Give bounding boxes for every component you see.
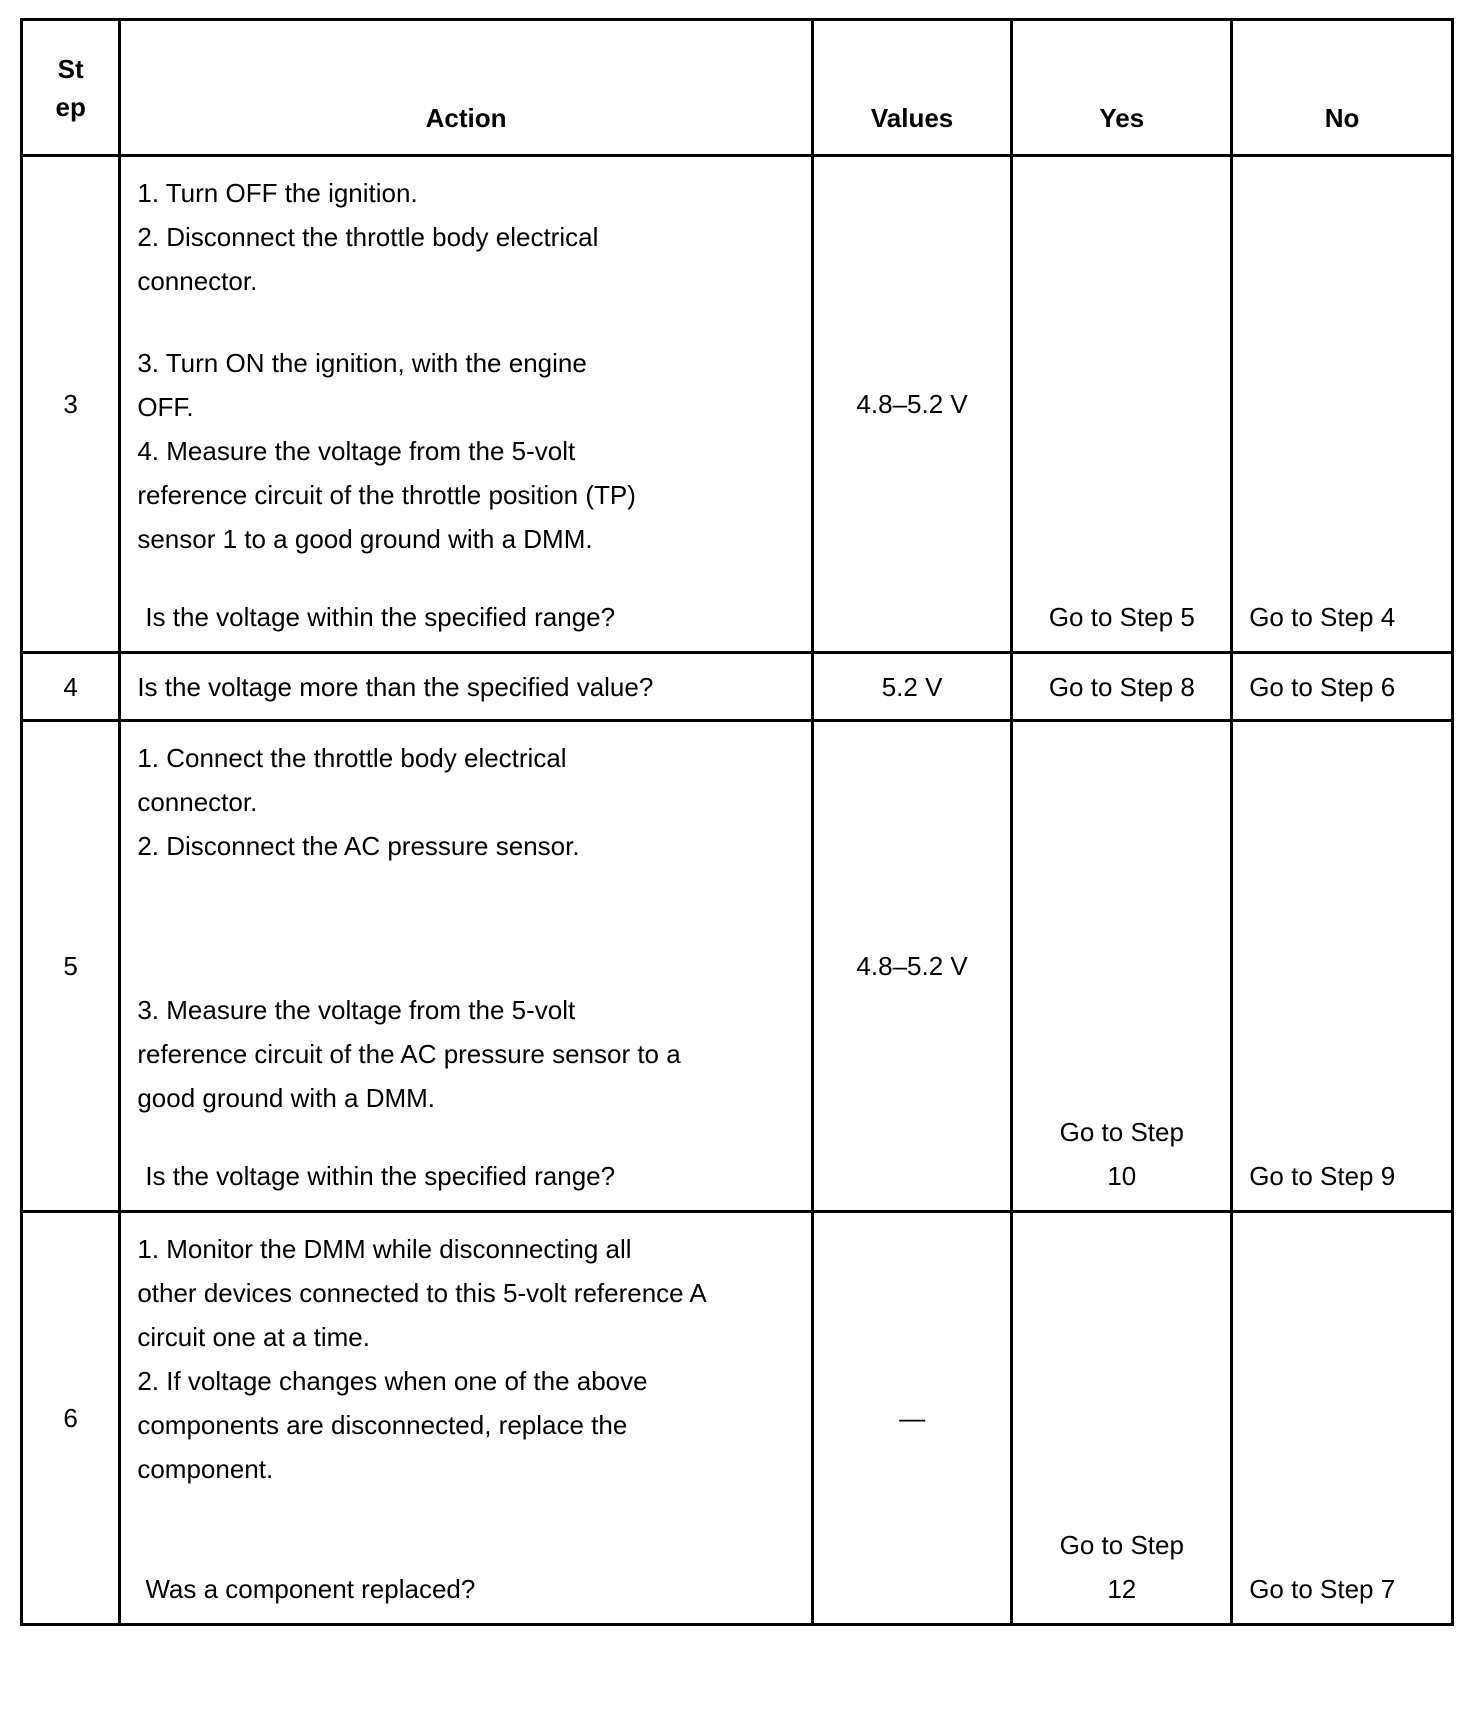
action-line: 2. If voltage changes when one of the above (137, 1366, 648, 1396)
yes-line: 10 (1107, 1161, 1137, 1191)
yes-cell: Go to Step 5 (1012, 156, 1232, 653)
action-cell (120, 721, 812, 1212)
no-cell: Go to Step 7 (1232, 1212, 1453, 1625)
yes-line: 12 (1107, 1574, 1137, 1604)
value-cell: — (812, 1212, 1012, 1625)
header-step-line1: St (57, 53, 84, 84)
action-line: 2. Disconnect the throttle body electrical (137, 222, 599, 252)
action-line: sensor 1 to a good ground with a DMM. (137, 524, 593, 554)
action-line: reference circuit of the throttle position (TP) (137, 480, 636, 510)
action-line: components are disconnected, replace the (137, 1410, 628, 1440)
action-line: connector. (137, 266, 258, 296)
header-step-line2: ep (55, 91, 86, 122)
header-no: No (1232, 20, 1453, 156)
no-cell: Go to Step 9 (1232, 721, 1453, 1212)
table-row (22, 156, 1453, 653)
value-cell: 5.2 V (812, 653, 1012, 721)
step-number: 5 (22, 721, 120, 1212)
header-row (22, 20, 1453, 156)
step-number: 3 (22, 156, 120, 653)
no-cell: Go to Step 4 (1232, 156, 1453, 653)
table-row (22, 721, 1453, 1212)
step-number: 6 (22, 1212, 120, 1625)
action-line: 1. Monitor the DMM while disconnecting all (137, 1234, 632, 1264)
action-line: 2. Disconnect the AC pressure sensor. (137, 831, 580, 861)
action-cell (120, 1212, 812, 1625)
action-line: 3. Measure the voltage from the 5-volt (137, 995, 576, 1025)
action-question: Is the voltage within the specified range? (145, 1161, 616, 1191)
action-line: good ground with a DMM. (137, 1083, 436, 1113)
action-line: 1. Connect the throttle body electrical (137, 743, 567, 773)
action-question: Is the voltage more than the specified value? (120, 653, 812, 721)
table-row (22, 653, 1453, 721)
table-row (22, 1212, 1453, 1625)
action-line: connector. (137, 787, 258, 817)
header-step (22, 20, 120, 156)
action-line: component. (137, 1454, 274, 1484)
yes-cell (1012, 721, 1232, 1212)
step-number: 4 (22, 653, 120, 721)
value-cell: 4.8–5.2 V (812, 156, 1012, 653)
action-line: other devices connected to this 5-volt reference A (137, 1278, 707, 1308)
diagnostic-table (20, 18, 1454, 1626)
yes-line: Go to Step (1059, 1530, 1184, 1560)
action-line: 4. Measure the voltage from the 5-volt (137, 436, 576, 466)
action-line: 3. Turn ON the ignition, with the engine (137, 348, 587, 378)
yes-cell (1012, 1212, 1232, 1625)
action-question: Is the voltage within the specified range? (145, 602, 616, 632)
action-line: 1. Turn OFF the ignition. (137, 178, 418, 208)
action-line: OFF. (137, 392, 194, 422)
action-cell (120, 156, 812, 653)
header-values: Values (812, 20, 1012, 156)
no-cell: Go to Step 6 (1232, 653, 1453, 721)
yes-line: Go to Step (1059, 1117, 1184, 1147)
action-line: circuit one at a time. (137, 1322, 370, 1352)
value-cell: 4.8–5.2 V (812, 721, 1012, 1212)
yes-cell: Go to Step 8 (1012, 653, 1232, 721)
action-question: Was a component replaced? (145, 1574, 476, 1604)
header-action: Action (120, 20, 812, 156)
header-yes: Yes (1012, 20, 1232, 156)
action-line: reference circuit of the AC pressure sensor to a (137, 1039, 681, 1069)
